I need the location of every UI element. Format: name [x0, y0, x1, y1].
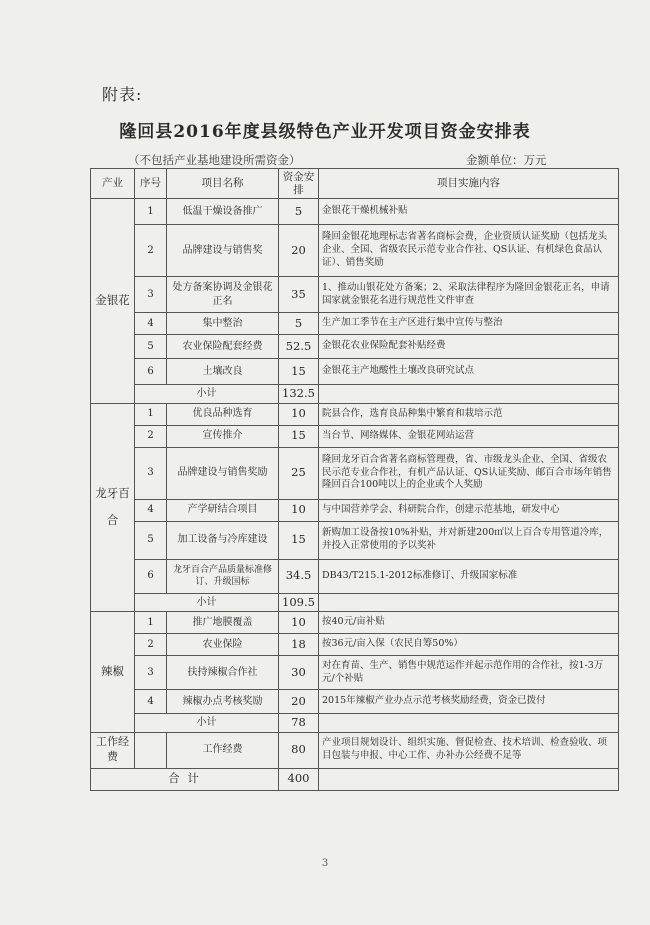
industry-cell: 金银花	[91, 199, 135, 404]
project-cell: 农业保险	[167, 634, 279, 656]
amount-cell: 5	[279, 313, 319, 335]
amount-cell: 20	[279, 225, 319, 277]
content-cell: 金银花主产地酸性土壤改良研究试点	[319, 359, 619, 385]
seq-cell: 4	[135, 313, 167, 335]
content-cell: 1、推动山银花处方备案；2、采取法律程序为隆回金银花正名，申请国家就金银花名进行规范性文件审查	[319, 277, 619, 313]
project-cell: 品牌建设与销售奖	[167, 225, 279, 277]
amount-cell: 5	[279, 199, 319, 225]
table-row	[91, 690, 619, 714]
seq-cell: 1	[135, 612, 167, 634]
industry-cell: 工作经费	[91, 732, 135, 768]
work-funds-row	[91, 732, 619, 768]
content-cell: 2015年辣椒产业办点示范考核奖励经费，资金已拨付	[319, 690, 619, 714]
seq-cell: 4	[135, 499, 167, 521]
header-row	[91, 169, 619, 199]
industry-cell: 辣椒	[91, 612, 135, 733]
amount-unit: 金额单位：万元	[466, 153, 547, 167]
annex-label: 附表:	[102, 85, 143, 104]
table-row	[91, 199, 619, 225]
project-cell: 品牌建设与销售奖励	[167, 447, 279, 499]
subtitle-note: （不包括产业基地建设所需资金）	[128, 153, 301, 167]
document-title: 隆回县2016年度县级特色产业开发项目资金安排表	[119, 122, 531, 142]
content-cell: 新购加工设备按10%补贴，并对新建200㎡以上百合专用管道冷库，并投入正常使用的予以奖补	[319, 521, 619, 559]
project-cell: 优良品种选育	[167, 403, 279, 425]
header-content: 项目实施内容	[319, 169, 619, 199]
industry-cell: 龙牙百合	[91, 403, 135, 612]
seq-cell: 2	[135, 425, 167, 447]
subtotal-row	[91, 593, 619, 612]
empty-cell	[135, 732, 167, 768]
empty-cell	[319, 768, 619, 790]
total-row	[91, 768, 619, 790]
content-cell: 当台节、网络媒体、金银花网站运营	[319, 425, 619, 447]
content-cell: 金银花农业保险配套补贴经费	[319, 335, 619, 359]
amount-cell: 20	[279, 690, 319, 714]
amount-cell: 80	[279, 732, 319, 768]
amount-cell: 10	[279, 403, 319, 425]
page-number: 3	[321, 858, 329, 869]
amount-cell: 18	[279, 634, 319, 656]
table-row	[91, 425, 619, 447]
content-cell: 院县合作，选育良品种集中繁育和栽培示范	[319, 403, 619, 425]
subtotal-label: 小计	[135, 593, 279, 612]
project-cell: 农业保险配套经费	[167, 335, 279, 359]
header-project: 项目名称	[167, 169, 279, 199]
seq-cell: 3	[135, 447, 167, 499]
header-funds: 资金安排	[279, 169, 319, 199]
content-cell: DB43/T215.1-2012标准修订、升级国家标准	[319, 559, 619, 593]
amount-cell: 10	[279, 499, 319, 521]
empty-cell	[319, 385, 619, 404]
subtotal-amount: 132.5	[279, 385, 319, 404]
subtotal-amount: 78	[279, 714, 319, 733]
amount-cell: 15	[279, 359, 319, 385]
header-industry: 产业	[91, 169, 135, 199]
subtotal-label: 小计	[135, 385, 279, 404]
amount-cell: 34.5	[279, 559, 319, 593]
table-row	[91, 447, 619, 499]
table-row	[91, 656, 619, 690]
amount-cell: 30	[279, 656, 319, 690]
table-row	[91, 612, 619, 634]
subtotal-label: 小计	[135, 714, 279, 733]
table-row	[91, 359, 619, 385]
project-cell: 扶持辣椒合作社	[167, 656, 279, 690]
project-cell: 产学研结合项目	[167, 499, 279, 521]
empty-cell	[319, 714, 619, 733]
seq-cell: 1	[135, 199, 167, 225]
subtotal-amount: 109.5	[279, 593, 319, 612]
content-cell: 金银花干燥机械补贴	[319, 199, 619, 225]
seq-cell: 2	[135, 225, 167, 277]
table-row	[91, 559, 619, 593]
seq-cell: 6	[135, 559, 167, 593]
table-row	[91, 634, 619, 656]
amount-cell: 15	[279, 521, 319, 559]
seq-cell: 5	[135, 521, 167, 559]
content-cell: 隆回金银花地理标志省著名商标会费，企业资质认证奖励（包括龙头企业、全国、省级农民示范专业合作社、QS认证、有机绿色食品认证）、销售奖励	[319, 225, 619, 277]
table-row	[91, 313, 619, 335]
header-seq: 序号	[135, 169, 167, 199]
project-cell: 土壤改良	[167, 359, 279, 385]
content-cell: 生产加工季节在主产区进行集中宣传与整治	[319, 313, 619, 335]
amount-cell: 10	[279, 612, 319, 634]
seq-cell: 1	[135, 403, 167, 425]
amount-cell: 15	[279, 425, 319, 447]
project-cell: 推广地膜覆盖	[167, 612, 279, 634]
content-cell: 隆回龙牙百合省著名商标管理费，省、市级龙头企业、全国、省级农民示范专业合作社，有机产品认证、QS认证奖励、邮百合市场年销售隆回百合100吨以上的企业或个人奖励	[319, 447, 619, 499]
project-cell: 龙牙百合产品质量标准修订、升级国标	[167, 559, 279, 593]
project-cell: 工作经费	[167, 732, 279, 768]
seq-cell: 3	[135, 656, 167, 690]
table-row	[91, 225, 619, 277]
amount-cell: 35	[279, 277, 319, 313]
total-amount: 400	[279, 768, 319, 790]
seq-cell: 6	[135, 359, 167, 385]
funding-table	[90, 168, 619, 791]
subtotal-row	[91, 385, 619, 404]
content-cell: 对在育苗、生产、销售中规范运作并起示范作用的合作社，按1-3万元/个补贴	[319, 656, 619, 690]
table-row	[91, 403, 619, 425]
project-cell: 宣传推介	[167, 425, 279, 447]
project-cell: 加工设备与冷库建设	[167, 521, 279, 559]
table-row	[91, 335, 619, 359]
table-row	[91, 277, 619, 313]
amount-cell: 52.5	[279, 335, 319, 359]
seq-cell: 5	[135, 335, 167, 359]
total-label: 合 计	[91, 768, 279, 790]
seq-cell: 3	[135, 277, 167, 313]
seq-cell: 4	[135, 690, 167, 714]
amount-cell: 25	[279, 447, 319, 499]
table-row	[91, 499, 619, 521]
project-cell: 低温干燥设备推广	[167, 199, 279, 225]
content-cell: 按36元/亩入保（农民自筹50%）	[319, 634, 619, 656]
empty-cell	[319, 593, 619, 612]
project-cell: 集中整治	[167, 313, 279, 335]
content-cell: 与中国营养学会、科研院合作，创建示范基地，研发中心	[319, 499, 619, 521]
table-row	[91, 521, 619, 559]
project-cell: 处方备案协调及金银花正名	[167, 277, 279, 313]
content-cell: 按40元/亩补贴	[319, 612, 619, 634]
project-cell: 辣椒办点考核奖励	[167, 690, 279, 714]
content-cell: 产业项目规划设计、组织实施、督促检查、技术培训、检查验收、项目包装与申报、中心工作、办补办公经费不足等	[319, 732, 619, 768]
seq-cell: 2	[135, 634, 167, 656]
subtotal-row	[91, 714, 619, 733]
